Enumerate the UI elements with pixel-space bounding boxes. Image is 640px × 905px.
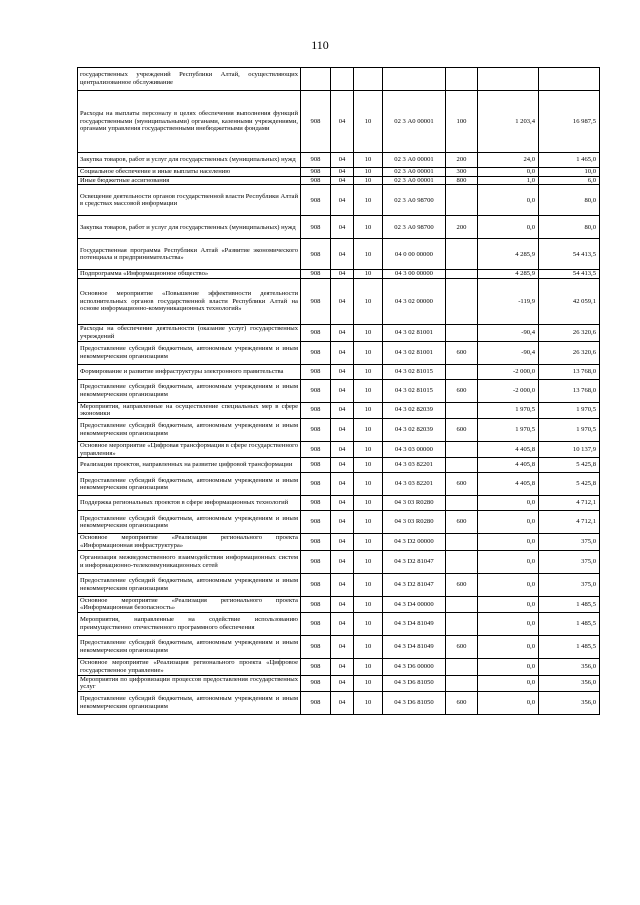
row-target-article: 04 3 00 00000 xyxy=(383,270,446,279)
row-target-article: 04 3 03 82201 xyxy=(383,458,446,473)
row-expense-type xyxy=(446,596,478,612)
row-name: Закупка товаров, работ и услуг для государственных (муниципальных) нужд xyxy=(78,153,301,168)
row-section-code: 04 xyxy=(331,325,354,341)
row-expense-type xyxy=(446,496,478,511)
row-expense-type: 800 xyxy=(446,176,478,185)
row-name: Предоставление субсидий бюджетным, автономным учреждениям и иным некоммерческим организациям xyxy=(78,473,301,496)
row-amount-change: 0,0 xyxy=(478,691,539,714)
row-name: Освещение деятельности органов государственной власти Республики Алтай в средствах массовой информации xyxy=(78,185,301,216)
row-name: Основное мероприятие «Реализация регионального проекта «Информационная инфраструктура» xyxy=(78,534,301,550)
table-row xyxy=(78,185,600,216)
row-expense-type xyxy=(446,675,478,691)
row-expense-type xyxy=(446,534,478,550)
row-section-code: 04 xyxy=(331,91,354,153)
row-target-article: 04 3 D4 00000 xyxy=(383,596,446,612)
row-ministry-code: 908 xyxy=(301,185,331,216)
row-subsection-code: 10 xyxy=(354,279,383,325)
row-target-article: 02 3 А0 00001 xyxy=(383,168,446,177)
row-section-code xyxy=(331,68,354,91)
row-expense-type xyxy=(446,659,478,675)
row-expense-type xyxy=(446,68,478,91)
row-target-article: 04 3 D6 00000 xyxy=(383,659,446,675)
row-target-article: 02 3 А0 00001 xyxy=(383,91,446,153)
row-section-code: 04 xyxy=(331,341,354,364)
row-expense-type xyxy=(446,613,478,636)
row-amount-total: 26 320,6 xyxy=(539,341,600,364)
table-row xyxy=(78,418,600,441)
row-amount-change: 1,0 xyxy=(478,176,539,185)
row-expense-type xyxy=(446,185,478,216)
row-amount-total: 10,0 xyxy=(539,168,600,177)
table-row xyxy=(78,364,600,379)
row-section-code: 04 xyxy=(331,441,354,457)
row-amount-change: 1 970,5 xyxy=(478,402,539,418)
row-amount-total xyxy=(539,68,600,91)
row-target-article: 04 3 02 82039 xyxy=(383,402,446,418)
row-amount-total: 42 059,1 xyxy=(539,279,600,325)
row-name: Реализация проектов, направленных на развитие цифровой трансформации xyxy=(78,458,301,473)
row-section-code: 04 xyxy=(331,216,354,239)
table-row xyxy=(78,511,600,534)
row-expense-type xyxy=(446,279,478,325)
budget-table xyxy=(77,67,600,715)
row-expense-type: 600 xyxy=(446,379,478,402)
row-expense-type xyxy=(446,441,478,457)
row-ministry-code: 908 xyxy=(301,550,331,573)
row-amount-change: -119,9 xyxy=(478,279,539,325)
row-name: Основное мероприятие «Повышение эффективности деятельности исполнительных органов государственной власти Республики Алтай на основе информационно-коммуникационных технологий» xyxy=(78,279,301,325)
row-ministry-code: 908 xyxy=(301,216,331,239)
row-amount-total: 1 465,0 xyxy=(539,153,600,168)
table-row xyxy=(78,270,600,279)
row-name: Основное мероприятие «Цифровая трансформация в сфере государственного управления» xyxy=(78,441,301,457)
row-amount-total: 80,0 xyxy=(539,185,600,216)
row-subsection-code: 10 xyxy=(354,458,383,473)
row-subsection-code: 10 xyxy=(354,418,383,441)
row-subsection-code: 10 xyxy=(354,379,383,402)
row-target-article: 02 3 А0 00001 xyxy=(383,176,446,185)
row-name: Основное мероприятие «Реализация регионального проекта «Информационная безопасность» xyxy=(78,596,301,612)
row-name: Предоставление субсидий бюджетным, автономным учреждениям и иным некоммерческим организациям xyxy=(78,636,301,659)
row-subsection-code: 10 xyxy=(354,691,383,714)
row-section-code: 04 xyxy=(331,675,354,691)
row-expense-type: 600 xyxy=(446,418,478,441)
row-ministry-code: 908 xyxy=(301,176,331,185)
row-section-code: 04 xyxy=(331,185,354,216)
row-subsection-code: 10 xyxy=(354,496,383,511)
row-amount-total: 1 485,5 xyxy=(539,596,600,612)
row-name: Расходы на выплаты персоналу в целях обеспечения выполнения функций государственными (муниципальными) органами, казенными учреждениями, органами управления государственными внебюджетными фондами xyxy=(78,91,301,153)
row-amount-change: 1 203,4 xyxy=(478,91,539,153)
row-ministry-code: 908 xyxy=(301,341,331,364)
row-amount-total: 6,0 xyxy=(539,176,600,185)
row-subsection-code: 10 xyxy=(354,270,383,279)
table-row xyxy=(78,691,600,714)
table-row xyxy=(78,176,600,185)
row-target-article: 04 3 02 81001 xyxy=(383,341,446,364)
row-name: Социальное обеспечение и иные выплаты населению xyxy=(78,168,301,177)
row-target-article: 02 3 А0 98700 xyxy=(383,185,446,216)
row-subsection-code: 10 xyxy=(354,402,383,418)
row-name: Предоставление субсидий бюджетным, автономным учреждениям и иным некоммерческим организациям xyxy=(78,691,301,714)
row-subsection-code: 10 xyxy=(354,341,383,364)
row-section-code: 04 xyxy=(331,596,354,612)
row-subsection-code: 10 xyxy=(354,91,383,153)
row-amount-total: 26 320,6 xyxy=(539,325,600,341)
row-name: Расходы на обеспечение деятельности (оказание услуг) государственных учреждений xyxy=(78,325,301,341)
row-name: Предоставление субсидий бюджетным, автономным учреждениям и иным некоммерческим организациям xyxy=(78,418,301,441)
row-amount-change: 0,0 xyxy=(478,534,539,550)
row-subsection-code: 10 xyxy=(354,613,383,636)
row-expense-type xyxy=(446,270,478,279)
row-subsection-code: 10 xyxy=(354,511,383,534)
row-ministry-code: 908 xyxy=(301,496,331,511)
row-amount-total: 4 712,1 xyxy=(539,496,600,511)
row-ministry-code: 908 xyxy=(301,239,331,270)
row-expense-type: 600 xyxy=(446,691,478,714)
row-subsection-code: 10 xyxy=(354,636,383,659)
row-target-article: 04 3 02 82039 xyxy=(383,418,446,441)
row-amount-total: 375,0 xyxy=(539,534,600,550)
table-row xyxy=(78,91,600,153)
row-amount-change: 0,0 xyxy=(478,596,539,612)
row-subsection-code: 10 xyxy=(354,473,383,496)
row-section-code: 04 xyxy=(331,402,354,418)
row-target-article: 02 3 А0 00001 xyxy=(383,153,446,168)
row-ministry-code: 908 xyxy=(301,270,331,279)
page-number: 110 xyxy=(311,38,329,52)
row-ministry-code: 908 xyxy=(301,441,331,457)
table-row xyxy=(78,596,600,612)
row-amount-total: 4 712,1 xyxy=(539,511,600,534)
row-amount-change: 4 285,9 xyxy=(478,239,539,270)
row-name: Мероприятия по цифровизации процессов предоставления государственных услуг xyxy=(78,675,301,691)
row-amount-change: 4 405,8 xyxy=(478,473,539,496)
row-subsection-code: 10 xyxy=(354,441,383,457)
row-subsection-code: 10 xyxy=(354,185,383,216)
row-amount-change: 1 970,5 xyxy=(478,418,539,441)
row-section-code: 04 xyxy=(331,691,354,714)
row-amount-total: 16 987,5 xyxy=(539,91,600,153)
row-amount-change xyxy=(478,68,539,91)
row-target-article: 04 3 D4 81049 xyxy=(383,613,446,636)
row-amount-total: 10 137,9 xyxy=(539,441,600,457)
row-expense-type xyxy=(446,364,478,379)
row-target-article: 04 3 02 81001 xyxy=(383,325,446,341)
row-ministry-code: 908 xyxy=(301,675,331,691)
row-amount-change: 0,0 xyxy=(478,185,539,216)
row-section-code: 04 xyxy=(331,418,354,441)
row-ministry-code: 908 xyxy=(301,91,331,153)
row-amount-change: 0,0 xyxy=(478,550,539,573)
row-amount-total: 13 768,0 xyxy=(539,364,600,379)
row-ministry-code: 908 xyxy=(301,573,331,596)
row-expense-type: 600 xyxy=(446,573,478,596)
row-expense-type xyxy=(446,550,478,573)
row-name: Предоставление субсидий бюджетным, автономным учреждениям и иным некоммерческим организациям xyxy=(78,573,301,596)
row-ministry-code: 908 xyxy=(301,402,331,418)
row-section-code: 04 xyxy=(331,153,354,168)
table-row xyxy=(78,153,600,168)
row-subsection-code: 10 xyxy=(354,176,383,185)
table-row xyxy=(78,573,600,596)
row-expense-type: 100 xyxy=(446,91,478,153)
row-amount-total: 54 413,5 xyxy=(539,239,600,270)
row-subsection-code: 10 xyxy=(354,216,383,239)
row-ministry-code: 908 xyxy=(301,325,331,341)
row-expense-type: 600 xyxy=(446,341,478,364)
table-row xyxy=(78,675,600,691)
row-ministry-code: 908 xyxy=(301,596,331,612)
row-amount-change: 0,0 xyxy=(478,659,539,675)
row-name: Предоставление субсидий бюджетным, автономным учреждениям и иным некоммерческим организациям xyxy=(78,379,301,402)
table-row xyxy=(78,636,600,659)
table-row xyxy=(78,473,600,496)
row-ministry-code: 908 xyxy=(301,613,331,636)
row-section-code: 04 xyxy=(331,379,354,402)
table-row xyxy=(78,613,600,636)
row-expense-type: 300 xyxy=(446,168,478,177)
row-subsection-code: 10 xyxy=(354,534,383,550)
row-name: государственных учреждений Республики Алтай, осуществляющих централизованное обслуживание xyxy=(78,68,301,91)
row-target-article: 02 3 А0 98700 xyxy=(383,216,446,239)
row-name: Организация межведомственного взаимодействия информационных систем и информационно-телекоммуникационных сетей xyxy=(78,550,301,573)
row-section-code: 04 xyxy=(331,636,354,659)
table-row xyxy=(78,458,600,473)
row-expense-type xyxy=(446,458,478,473)
row-ministry-code: 908 xyxy=(301,168,331,177)
row-ministry-code xyxy=(301,68,331,91)
table-row xyxy=(78,168,600,177)
row-amount-total: 356,0 xyxy=(539,675,600,691)
row-target-article: 04 3 D6 81050 xyxy=(383,691,446,714)
row-subsection-code: 10 xyxy=(354,239,383,270)
row-section-code: 04 xyxy=(331,270,354,279)
row-subsection-code: 10 xyxy=(354,364,383,379)
row-ministry-code: 908 xyxy=(301,458,331,473)
row-section-code: 04 xyxy=(331,168,354,177)
row-ministry-code: 908 xyxy=(301,473,331,496)
row-amount-change: 0,0 xyxy=(478,168,539,177)
row-target-article: 04 0 00 00000 xyxy=(383,239,446,270)
table-row xyxy=(78,341,600,364)
row-amount-total: 1 970,5 xyxy=(539,418,600,441)
row-section-code: 04 xyxy=(331,279,354,325)
row-section-code: 04 xyxy=(331,659,354,675)
table-row xyxy=(78,659,600,675)
row-name: Мероприятия, направленные на осуществление специальных мер в сфере экономики xyxy=(78,402,301,418)
table-row xyxy=(78,550,600,573)
row-section-code: 04 xyxy=(331,239,354,270)
row-amount-change: -2 000,0 xyxy=(478,379,539,402)
row-section-code: 04 xyxy=(331,176,354,185)
table-row xyxy=(78,402,600,418)
row-amount-change: 24,0 xyxy=(478,153,539,168)
row-target-article: 04 3 03 R0280 xyxy=(383,511,446,534)
row-amount-total: 1 485,5 xyxy=(539,613,600,636)
row-section-code: 04 xyxy=(331,364,354,379)
table-row xyxy=(78,68,600,91)
row-amount-change: 0,0 xyxy=(478,613,539,636)
row-name: Иные бюджетные ассигнования xyxy=(78,176,301,185)
row-subsection-code: 10 xyxy=(354,596,383,612)
row-ministry-code: 908 xyxy=(301,153,331,168)
row-name: Основное мероприятие «Реализация регионального проекта «Цифровое государственное управление» xyxy=(78,659,301,675)
row-expense-type xyxy=(446,239,478,270)
row-name: Предоставление субсидий бюджетным, автономным учреждениям и иным некоммерческим организациям xyxy=(78,341,301,364)
row-amount-total: 5 425,8 xyxy=(539,458,600,473)
row-target-article: 04 3 02 81015 xyxy=(383,379,446,402)
row-target-article: 04 3 03 00000 xyxy=(383,441,446,457)
row-section-code: 04 xyxy=(331,550,354,573)
row-amount-total: 375,0 xyxy=(539,550,600,573)
row-target-article: 04 3 D2 81047 xyxy=(383,573,446,596)
row-name: Предоставление субсидий бюджетным, автономным учреждениям и иным некоммерческим организациям xyxy=(78,511,301,534)
row-ministry-code: 908 xyxy=(301,534,331,550)
row-amount-total: 13 768,0 xyxy=(539,379,600,402)
row-target-article: 04 3 D6 81050 xyxy=(383,675,446,691)
row-subsection-code: 10 xyxy=(354,573,383,596)
row-ministry-code: 908 xyxy=(301,636,331,659)
row-section-code: 04 xyxy=(331,473,354,496)
row-amount-change: 4 405,8 xyxy=(478,458,539,473)
row-target-article: 04 3 D2 00000 xyxy=(383,534,446,550)
row-target-article: 04 3 03 R0280 xyxy=(383,496,446,511)
row-section-code: 04 xyxy=(331,613,354,636)
row-ministry-code: 908 xyxy=(301,659,331,675)
row-amount-total: 1 485,5 xyxy=(539,636,600,659)
row-ministry-code: 908 xyxy=(301,511,331,534)
row-subsection-code: 10 xyxy=(354,168,383,177)
row-amount-change: 0,0 xyxy=(478,496,539,511)
row-target-article: 04 3 02 00000 xyxy=(383,279,446,325)
row-subsection-code: 10 xyxy=(354,550,383,573)
row-amount-total: 54 413,5 xyxy=(539,270,600,279)
row-amount-total: 80,0 xyxy=(539,216,600,239)
row-target-article xyxy=(383,68,446,91)
row-amount-total: 356,0 xyxy=(539,659,600,675)
row-amount-change: -2 000,0 xyxy=(478,364,539,379)
row-target-article: 04 3 D4 81049 xyxy=(383,636,446,659)
row-ministry-code: 908 xyxy=(301,279,331,325)
row-amount-total: 1 970,5 xyxy=(539,402,600,418)
row-amount-change: 0,0 xyxy=(478,216,539,239)
row-name: Закупка товаров, работ и услуг для государственных (муниципальных) нужд xyxy=(78,216,301,239)
row-amount-change: 4 285,9 xyxy=(478,270,539,279)
row-name: Поддержка региональных проектов в сфере информационных технологий xyxy=(78,496,301,511)
table-row xyxy=(78,216,600,239)
row-amount-change: 0,0 xyxy=(478,573,539,596)
row-ministry-code: 908 xyxy=(301,364,331,379)
row-expense-type: 600 xyxy=(446,511,478,534)
table-row xyxy=(78,534,600,550)
row-ministry-code: 908 xyxy=(301,418,331,441)
row-ministry-code: 908 xyxy=(301,379,331,402)
row-ministry-code: 908 xyxy=(301,691,331,714)
row-amount-change: -90,4 xyxy=(478,325,539,341)
row-target-article: 04 3 02 81015 xyxy=(383,364,446,379)
table-row xyxy=(78,279,600,325)
row-section-code: 04 xyxy=(331,496,354,511)
row-name: Государственная программа Республики Алтай «Развитие экономического потенциала и предпринимательства» xyxy=(78,239,301,270)
row-amount-total: 375,0 xyxy=(539,573,600,596)
row-section-code: 04 xyxy=(331,534,354,550)
row-amount-change: 0,0 xyxy=(478,675,539,691)
row-name: Подпрограмма «Информационное общество» xyxy=(78,270,301,279)
table-row xyxy=(78,496,600,511)
row-section-code: 04 xyxy=(331,511,354,534)
row-amount-change: 0,0 xyxy=(478,511,539,534)
row-subsection-code: 10 xyxy=(354,659,383,675)
row-amount-change: 4 405,8 xyxy=(478,441,539,457)
row-name: Мероприятия, направленные на содействие использованию преимущественно отечественного программного обеспечения xyxy=(78,613,301,636)
row-subsection-code: 10 xyxy=(354,325,383,341)
row-amount-change: -90,4 xyxy=(478,341,539,364)
row-amount-total: 356,0 xyxy=(539,691,600,714)
row-expense-type: 200 xyxy=(446,216,478,239)
row-expense-type xyxy=(446,402,478,418)
row-subsection-code xyxy=(354,68,383,91)
row-target-article: 04 3 03 82201 xyxy=(383,473,446,496)
row-expense-type: 600 xyxy=(446,473,478,496)
row-expense-type xyxy=(446,325,478,341)
table-row xyxy=(78,379,600,402)
row-target-article: 04 3 D2 81047 xyxy=(383,550,446,573)
row-subsection-code: 10 xyxy=(354,153,383,168)
row-section-code: 04 xyxy=(331,458,354,473)
row-subsection-code: 10 xyxy=(354,675,383,691)
row-section-code: 04 xyxy=(331,573,354,596)
row-name: Формирование и развитие инфраструктуры электронного правительства xyxy=(78,364,301,379)
table-row xyxy=(78,441,600,457)
table-row xyxy=(78,239,600,270)
row-amount-change: 0,0 xyxy=(478,636,539,659)
row-expense-type: 600 xyxy=(446,636,478,659)
table-row xyxy=(78,325,600,341)
row-amount-total: 5 425,8 xyxy=(539,473,600,496)
row-expense-type: 200 xyxy=(446,153,478,168)
